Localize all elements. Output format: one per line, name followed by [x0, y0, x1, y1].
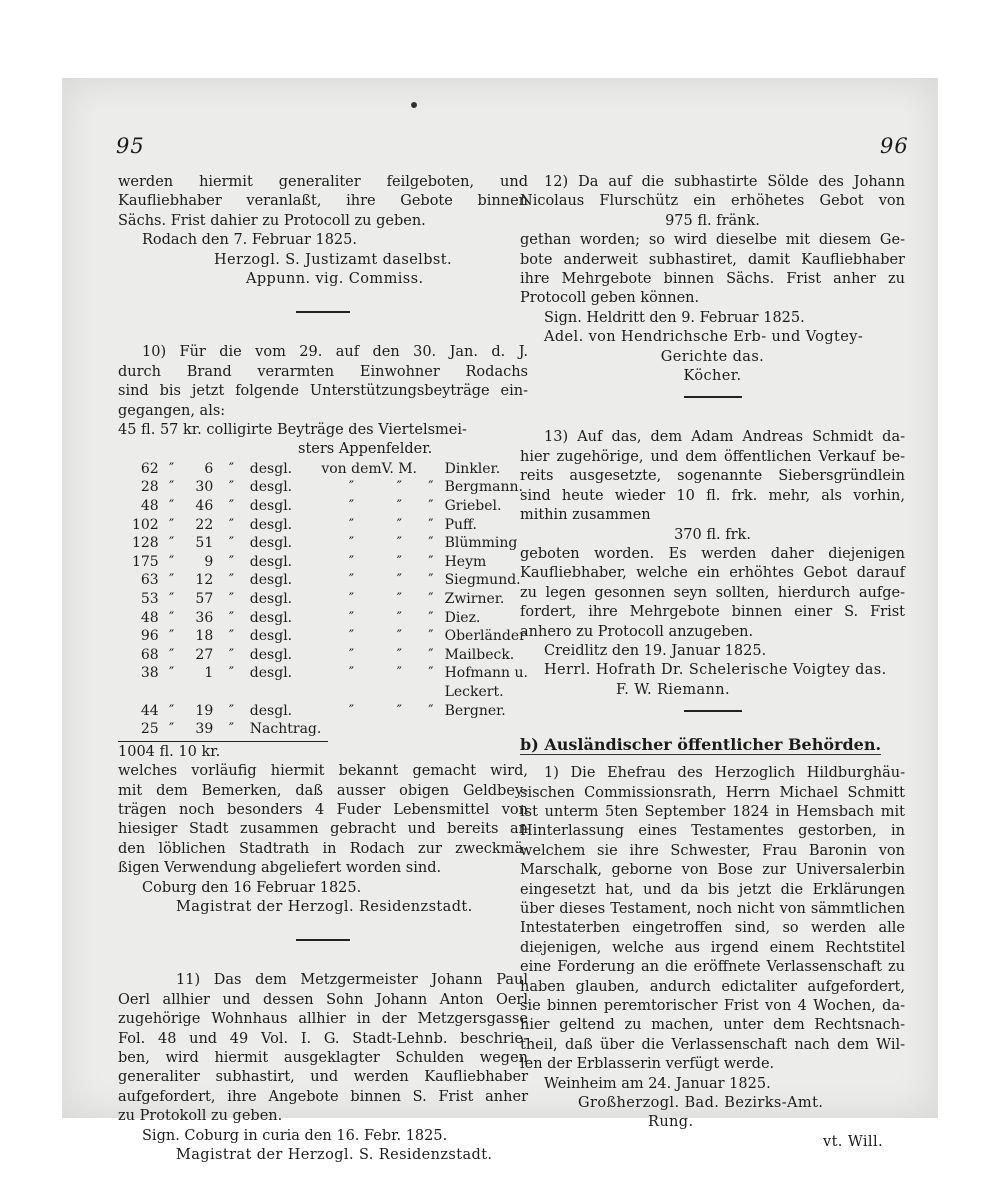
donation-row	[120, 683, 528, 702]
donation-row	[120, 534, 528, 553]
ditto-mark: ″	[228, 609, 235, 626]
donation-fl: 63	[140, 572, 159, 589]
text-line: trägen noch besonders 4 Fuder Lebensmittel von	[118, 802, 528, 818]
ditto-mark: ″	[168, 479, 175, 496]
text-line: zu legen gesonnen seyn sollten, hierdurch aufge-	[520, 584, 905, 601]
donation-kr: 18	[195, 628, 214, 645]
text-line: gethan worden; so wird dieselbe mit diesem Ge-	[520, 232, 905, 249]
newspaper-page	[62, 78, 938, 1164]
donation-row	[120, 571, 528, 590]
text-line: Kaufliebhaber, welche ein erhöhtes Gebot darauf	[520, 565, 905, 582]
donation-type: desgl.	[249, 479, 293, 496]
donation-fl	[120, 683, 159, 702]
text-line: über dieses Testament, noch nicht von sämmtlichen	[520, 901, 905, 917]
ditto-mark: ″	[168, 535, 175, 552]
donation-type: desgl.	[249, 553, 293, 570]
sum-rule	[118, 741, 328, 742]
section-heading	[520, 734, 905, 756]
donation-type: Nachtrag.	[249, 721, 322, 738]
donation-fl: 53	[140, 591, 159, 608]
ditto-mark: ″	[168, 609, 175, 626]
donation-fl: 48	[140, 498, 159, 515]
text-line: ihre Mehrgebote binnen Sächs. Frist anher zu	[520, 271, 905, 288]
text-line: sie binnen peremtorischer Frist von 4 Wochen, da-	[520, 998, 905, 1015]
donation-mid: ″	[396, 535, 402, 552]
donation-by	[321, 720, 381, 739]
donation-mid: ″	[396, 591, 402, 608]
ditto-mark	[159, 683, 185, 702]
text-line: eine Forderung an die eröffnete Verlassenschaft zu	[520, 959, 905, 976]
donation-row	[120, 516, 528, 535]
donor-name: Oberländer	[444, 628, 526, 645]
ditto-mark	[417, 720, 445, 739]
donation-fl: 28	[140, 479, 159, 496]
donor-name: Dinkler.	[444, 460, 501, 477]
ditto-mark: ″	[228, 702, 235, 719]
ditto-mark: ″	[168, 498, 175, 515]
donation-type: desgl.	[249, 535, 293, 552]
text-line: theil, daß über die Verlassenschaft nach dem Wil-	[520, 1036, 905, 1053]
text-line: Protocoll geben können.	[520, 290, 700, 307]
donation-by: von dem	[321, 460, 382, 477]
notice-signature: vt. Will.	[822, 1133, 883, 1150]
text-line: ßigen Verwendung abgeliefert worden sind.	[118, 860, 442, 877]
donation-by	[321, 683, 381, 702]
text-line: reits ausgesetzte, sogenannte Siebersgründlein	[520, 468, 905, 485]
text-line: 45 fl. 57 kr. colligirte Beyträge des Viertelsmei-	[118, 422, 467, 439]
donation-type: desgl.	[249, 665, 293, 682]
ditto-mark: ″	[228, 516, 235, 533]
ditto-mark: ″	[168, 516, 175, 533]
ditto-mark: ″	[228, 665, 235, 682]
text-line: Intestaterben eingetroffen sind, so werden alle	[520, 920, 905, 937]
ink-dot	[411, 102, 417, 108]
notice-date: Sign. Coburg in curia den 16. Febr. 1825.	[142, 1127, 448, 1144]
text-line: 13) Auf das, dem Adam Andreas Schmidt da-	[544, 429, 905, 446]
donor-name: Mailbeck.	[444, 646, 515, 663]
text-line: durch Brand verarmten Einwohner Rodachs	[118, 363, 528, 380]
notice-13	[520, 428, 905, 700]
text-line: welches vorläufig hiermit bekannt gemacht wird,	[118, 763, 528, 780]
donations-table	[120, 460, 528, 739]
text-line: sischen Commissionsrath, Herrn Michael Schmitt	[520, 784, 905, 801]
ditto-mark: ″	[228, 553, 235, 570]
donation-by: ″	[348, 516, 355, 533]
text-line: zu Protokoll zu geben.	[118, 1108, 283, 1125]
notice-signature: Köcher.	[683, 368, 742, 385]
notice-signature: Appunn. vig. Commiss.	[246, 271, 424, 288]
ditto-mark: ″	[428, 628, 434, 645]
text-line: 1) Die Ehefrau des Herzoglich Hildburghäu-	[544, 765, 905, 782]
donation-fl: 25	[140, 721, 159, 738]
notice-signature: Adel. von Hendrichsche Erb- und Vogtey-	[544, 329, 864, 346]
donation-type: desgl.	[249, 609, 293, 626]
donation-mid: ″	[396, 646, 402, 663]
donation-mid: ″	[396, 479, 402, 496]
text-line: eingesetzt hat, und da bis jetzt die Erklärungen	[520, 881, 905, 898]
text-line: fordert, ihre Mehrgebote binnen einer S. Frist	[520, 604, 905, 621]
ditto-mark: ″	[168, 591, 175, 608]
ditto-mark: ″	[228, 460, 235, 477]
donation-row	[120, 646, 528, 665]
donation-fl: 128	[131, 535, 159, 552]
donation-row	[120, 609, 528, 628]
ditto-mark: ″	[428, 665, 434, 682]
donation-kr: 36	[195, 609, 214, 626]
ditto-mark: ″	[228, 721, 235, 738]
donation-type: desgl.	[249, 628, 293, 645]
ditto-mark: ″	[228, 646, 235, 663]
text-line: mit dem Bemerken, daß ausser obigen Geldbey-	[118, 782, 528, 799]
text-line: 11) Das dem Metzgermeister Johann Paul	[176, 972, 528, 989]
text-line: diejenigen, welche aus irgend einem Rechtstitel	[520, 939, 905, 956]
text-line: welchem sie ihre Schwester, Frau Baronin von	[520, 842, 905, 859]
donation-row	[120, 627, 528, 646]
bid-amount: 975 fl. fränk.	[665, 212, 760, 229]
donor-name: Blümming	[444, 535, 518, 552]
text-line: Marschalk, geborne von Bose zur Universalerbin	[520, 862, 905, 879]
donation-row	[120, 460, 528, 479]
ditto-mark: ″	[428, 553, 434, 570]
notice-signature: Magistrat der Herzogl. S. Residenzstadt.	[176, 1147, 493, 1164]
donation-by: ″	[348, 591, 355, 608]
ditto-mark: ″	[168, 721, 175, 738]
ditto-mark: ″	[228, 591, 235, 608]
donation-kr: 39	[195, 721, 214, 738]
ditto-mark: ″	[428, 646, 434, 663]
ditto-mark: ″	[228, 628, 235, 645]
donation-type: desgl.	[249, 591, 293, 608]
ditto-mark: ″	[428, 609, 434, 626]
ditto-mark: ″	[228, 535, 235, 552]
ditto-mark: ″	[228, 498, 235, 515]
text-line: Sächs. Frist dahier zu Protocoll zu geben.	[118, 212, 426, 229]
donation-type: desgl.	[249, 460, 293, 477]
donor-name	[445, 720, 528, 739]
notice-date: Weinheim am 24. Januar 1825.	[544, 1075, 771, 1092]
donation-by: ″	[348, 498, 355, 515]
right-column	[520, 173, 905, 1152]
text-line: sters Appenfelder.	[298, 441, 433, 458]
donor-name: Leckert.	[444, 684, 504, 700]
donation-row	[120, 497, 528, 516]
notice-signature: Herzogl. S. Justizamt daselbst.	[214, 251, 452, 268]
donation-fl: 96	[140, 628, 159, 645]
ditto-mark: ″	[168, 572, 175, 589]
ditto-mark: ″	[228, 479, 235, 496]
donation-mid: ″	[396, 498, 402, 515]
donation-row	[120, 590, 528, 609]
text-line: 12) Da auf die subhastirte Sölde des Johann	[544, 174, 905, 190]
text-line: len der Erblasserin verfügt werde.	[520, 1056, 775, 1073]
donation-by: ″	[348, 702, 355, 719]
donation-kr	[184, 683, 213, 702]
ditto-mark: ″	[428, 498, 434, 515]
notice-signature: Rung.	[648, 1114, 694, 1131]
notice-10	[118, 343, 528, 917]
text-line: hier geltend zu machen, unter dem Rechtsnach-	[520, 1017, 905, 1034]
notice-b1	[520, 764, 905, 1152]
donation-row	[120, 478, 528, 497]
page-number-left: 95	[116, 134, 145, 158]
donation-mid: ″	[396, 628, 402, 645]
ditto-mark: ″	[168, 460, 175, 477]
donation-fl: 102	[131, 516, 159, 533]
donor-name: Hofmann u.	[444, 665, 528, 682]
text-line: Hinterlassung eines Testamentes gestorben, in	[520, 823, 905, 840]
donation-fl: 48	[140, 609, 159, 626]
donation-fl: 44	[140, 702, 159, 719]
ditto-mark: ″	[428, 572, 434, 589]
donor-name: Heym	[444, 553, 487, 570]
text-line: Oerl allhier und dessen Sohn Johann Anton Oerl	[118, 991, 528, 1008]
donation-type: desgl.	[249, 702, 293, 719]
text-line: ist unterm 5ten September 1824 in Hemsbach mit	[520, 803, 905, 820]
donation-by: ″	[348, 609, 355, 626]
text-line: Fol. 48 und 49 Vol. I. G. Stadt-Lehnb. beschrie-	[118, 1030, 528, 1047]
notice-signature: Gerichte das.	[660, 348, 765, 365]
donor-name: Bergmann.	[444, 479, 523, 496]
notice-signature: Großherzogl. Bad. Bezirks-Amt.	[578, 1095, 824, 1112]
donation-kr: 19	[195, 702, 214, 719]
ditto-mark: ″	[428, 516, 434, 533]
ditto-mark: ″	[428, 591, 434, 608]
text-line: Kaufliebhaber veranlaßt, ihre Gebote binnen	[118, 193, 528, 210]
ditto-mark: ″	[428, 535, 434, 552]
text-line: hiesiger Stadt zusammen gebracht und bereits an	[118, 821, 528, 838]
donation-row	[120, 702, 528, 721]
donor-name: Bergner.	[444, 702, 506, 719]
ditto-mark: ″	[168, 553, 175, 570]
ditto-mark: ″	[428, 479, 434, 496]
text-line: hier zugehörige, und dem öffentlichen Verkauf be-	[520, 448, 905, 465]
donation-by: ″	[348, 646, 355, 663]
text-line: geboten worden. Es werden daher diejenigen	[520, 545, 905, 562]
donation-by: ″	[348, 572, 355, 589]
text-line: ben, wird hiermit ausgeklagter Schulden wegen	[118, 1050, 528, 1067]
intro-notice	[118, 173, 528, 289]
donor-name: Puff.	[444, 516, 477, 533]
text-line: generaliter subhastirt, und werden Kaufliebhaber	[118, 1069, 528, 1086]
donation-mid: ″	[396, 702, 402, 719]
donation-type: desgl.	[249, 646, 293, 663]
text-line: bote anderweit subhastiret, damit Kaufliebhaber	[520, 251, 905, 268]
donation-mid	[382, 720, 417, 739]
notice-12	[520, 173, 905, 386]
notice-date: Coburg den 16 Februar 1825.	[142, 879, 362, 896]
donation-type: desgl.	[249, 498, 293, 515]
donation-type: desgl.	[249, 572, 293, 589]
text-line: sind heute wieder 10 fl. frk. mehr, als vorhin,	[520, 487, 905, 504]
ditto-mark: ″	[428, 702, 434, 719]
ditto-mark: ″	[168, 646, 175, 663]
donor-name: Zwirner.	[444, 591, 505, 608]
ditto-mark: ″	[228, 572, 235, 589]
donation-mid	[382, 683, 417, 702]
text-line: Nicolaus Flurschütz ein erhöhetes Gebot von	[520, 193, 905, 210]
donation-mid: ″	[396, 609, 402, 626]
donation-fl: 38	[140, 665, 159, 682]
donation-row	[120, 664, 528, 683]
ditto-mark	[417, 683, 445, 702]
donation-kr: 9	[204, 553, 214, 570]
donation-kr: 57	[195, 591, 214, 608]
page-number-right: 96	[880, 134, 909, 158]
donation-kr: 51	[195, 535, 214, 552]
donation-kr: 1	[204, 665, 214, 682]
donor-name: Diez.	[444, 609, 481, 626]
donation-mid: ″	[396, 516, 402, 533]
text-line: 10) Für die vom 29. auf den 30. Jan. d. J.	[142, 344, 528, 361]
text-line: zugehörige Wohnhaus allhier in der Metzgersgasse	[118, 1011, 528, 1028]
notice-signature: F. W. Riemann.	[616, 681, 731, 698]
donation-type	[250, 683, 322, 702]
donation-fl: 62	[140, 460, 159, 477]
donation-mid: ″	[396, 572, 402, 589]
text-line: sind bis jetzt folgende Unterstützungsbeyträge ein-	[118, 383, 528, 400]
donation-by: ″	[348, 628, 355, 645]
text-line: aufgefordert, ihre Angebote binnen S. Frist anher	[118, 1088, 528, 1105]
text-line: gegangen, als:	[118, 402, 226, 419]
notice-date: Sign. Heldritt den 9. Februar 1825.	[544, 309, 805, 326]
donation-by: ″	[348, 479, 355, 496]
text-line: den löblichen Stadtrath in Rodach zur zweckmä-	[118, 840, 528, 857]
text-line: haben glauben, andurch edictaliter aufgefordert,	[520, 978, 905, 995]
donation-kr: 46	[195, 498, 214, 515]
notice-signature: Herrl. Hofrath Dr. Schelerische Voigtey das.	[544, 662, 887, 679]
text-line: mithin zusammen	[520, 507, 651, 524]
text-line: werden hiermit generaliter feilgeboten, und	[118, 174, 528, 190]
donation-mid: ″	[396, 665, 402, 682]
donor-name: Griebel.	[444, 498, 502, 515]
donor-name: Siegmund.	[444, 572, 521, 589]
notice-date: Creidlitz den 19. Januar 1825.	[544, 642, 767, 659]
section-heading-text: b) Ausländischer öffentlicher Behörden.	[520, 735, 882, 755]
donation-kr: 30	[195, 479, 214, 496]
donation-mid: V. M.	[381, 460, 418, 477]
text-line: anhero zu Protocoll anzugeben.	[520, 623, 754, 640]
ditto-mark	[213, 683, 250, 702]
donation-kr: 22	[195, 516, 214, 533]
left-column	[118, 173, 528, 1166]
notice-date: Rodach den 7. Februar 1825.	[142, 232, 357, 249]
donation-fl: 175	[131, 553, 159, 570]
donation-by: ″	[348, 553, 355, 570]
ditto-mark	[417, 460, 445, 479]
donation-fl: 68	[140, 646, 159, 663]
donations-total: 1004 fl. 10 kr.	[118, 743, 221, 760]
donation-kr: 12	[195, 572, 214, 589]
notice-signature: Magistrat der Herzogl. Residenzstadt.	[176, 899, 473, 916]
notice-11	[118, 971, 528, 1165]
ditto-mark: ″	[168, 665, 175, 682]
ditto-mark: ″	[168, 702, 175, 719]
donation-type: desgl.	[249, 516, 293, 533]
donation-by: ″	[348, 535, 355, 552]
donation-row	[120, 553, 528, 572]
donation-kr: 6	[204, 460, 214, 477]
donation-row	[120, 720, 528, 739]
donation-by: ″	[348, 665, 355, 682]
donation-mid: ″	[396, 553, 402, 570]
bid-amount: 370 fl. frk.	[674, 526, 751, 543]
ditto-mark: ″	[168, 628, 175, 645]
donation-kr: 27	[195, 646, 214, 663]
